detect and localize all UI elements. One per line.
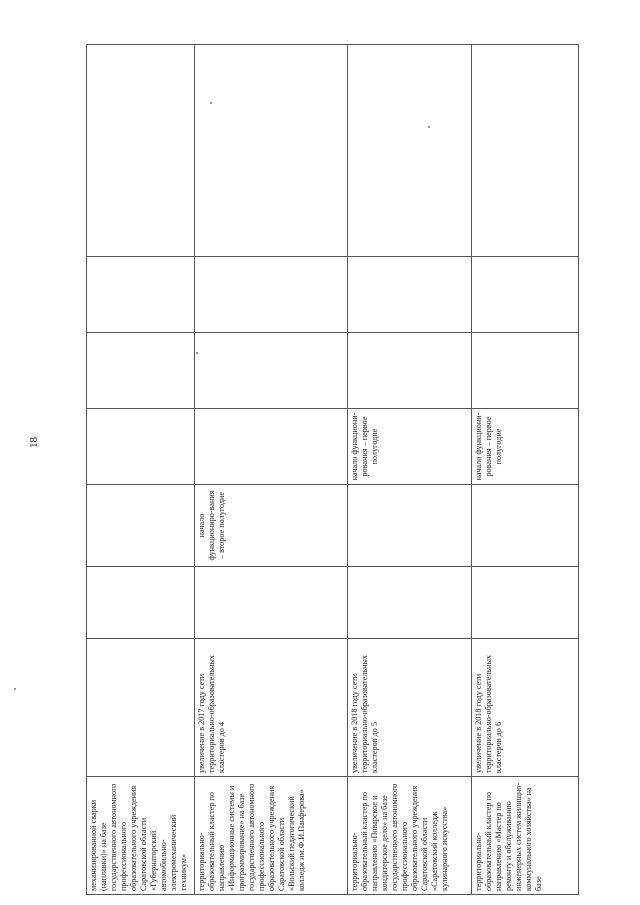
notes-cell	[348, 45, 472, 257]
period-cell	[87, 333, 195, 409]
period-cell	[87, 485, 195, 567]
program-table	[86, 44, 579, 895]
cluster-name-cell: механизированной сварки (наплавки)» на базе государственного автономного профессионального образовательного учреждения Саратовской области «Губернаторский автомобильно-электромеханический техникум»	[87, 777, 195, 895]
scan-speck	[428, 126, 430, 128]
period-cell	[195, 409, 348, 485]
period-cell	[87, 257, 195, 333]
notes-cell	[472, 45, 579, 257]
cluster-name-cell: территориально-образовательный кластер по направлению «Мастер по ремонту и обслуживанию инженерных систем жилищно-коммунального хозяйства» на базе	[472, 777, 579, 895]
scan-speck	[210, 102, 212, 104]
scan-speck	[196, 352, 198, 354]
period-cell	[472, 567, 579, 639]
page-number: 18	[28, 437, 40, 448]
period-cell	[472, 485, 579, 567]
period-cell	[195, 333, 348, 409]
period-cell	[472, 333, 579, 409]
period-cell	[348, 567, 472, 639]
notes-cell	[195, 45, 348, 257]
table-row	[195, 45, 348, 895]
indicator-cell: увеличение в 2018 году сети территориально-образовательных кластеров до 5	[348, 639, 472, 777]
period-cell	[348, 485, 472, 567]
rotated-table-wrapper	[86, 45, 578, 895]
notes-cell	[87, 45, 195, 257]
period-cell: начало функциони-рования – первое полугодие	[348, 409, 472, 485]
indicator-cell	[87, 639, 195, 777]
period-cell	[195, 257, 348, 333]
indicator-cell: увеличение в 2017 году сети территориально-образовательных кластеров до 4	[195, 639, 348, 777]
period-cell: начало функциониро-вания – второе полугодие	[195, 485, 348, 567]
indicator-cell: увеличение в 2018 году сети территориально-образовательных кластеров до 6	[472, 639, 579, 777]
period-cell: начало функциони-рования – первое полугодие	[472, 409, 579, 485]
period-cell	[195, 567, 348, 639]
table-row	[87, 45, 195, 895]
cluster-name-cell: территориально-образовательный кластер по направлению «Информационные системы и программирование» на базе государственного автономного профессионального образовательного учреждения Саратовской области «Вольский педагогический колледж им.Ф.И.Панферова»	[195, 777, 348, 895]
scan-speck	[14, 688, 16, 690]
period-cell	[348, 257, 472, 333]
cluster-name-cell: территориально-образовательный кластер по направлению «Поварское и кондитерское дело» на базе государственного автономного профессионального образовательного учреждения Саратовской области «Саратовский колледж кулинарного искусства»	[348, 777, 472, 895]
period-cell	[87, 409, 195, 485]
period-cell	[348, 333, 472, 409]
period-cell	[472, 257, 579, 333]
period-cell	[87, 567, 195, 639]
table-row	[348, 45, 472, 895]
table-row	[472, 45, 579, 895]
